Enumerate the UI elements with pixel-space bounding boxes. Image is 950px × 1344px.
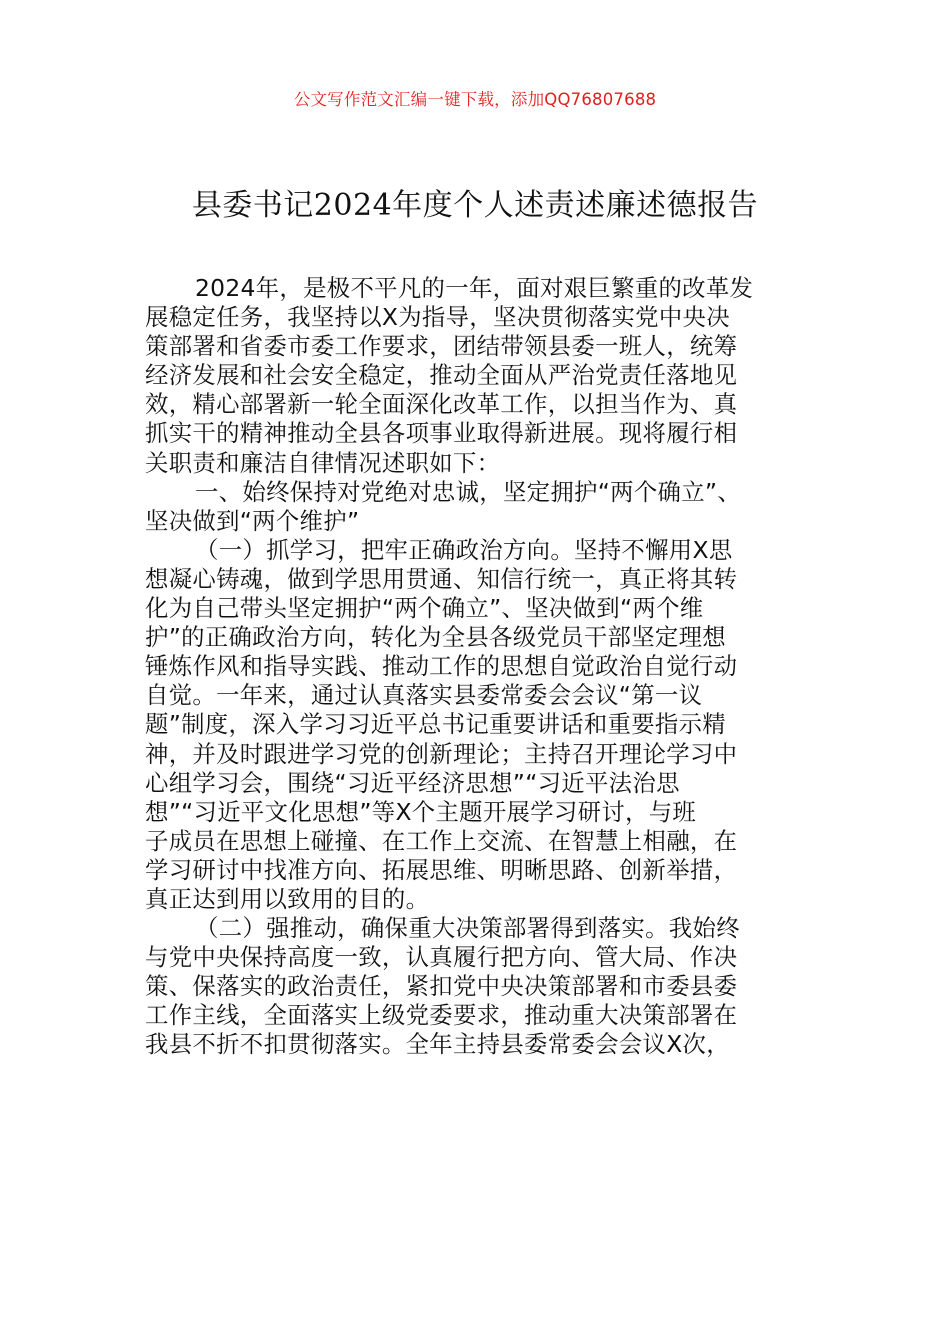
body-line: 与党中央保持高度一致，认真履行把方向、管大局、作决 [145,943,738,972]
body-line: 学习研讨中找准方向、拓展思维、明晰思路、创新举措， [145,855,738,884]
body-line: 我县不折不扣贯彻落实。全年主持县委常委会会议X次， [145,1030,730,1059]
body-line: 子成员在思想上碰撞、在工作上交流、在智慧上相融，在 [145,826,738,855]
body-line: 自觉。一年来，通过认真落实县委常委会会议“第一议 [145,681,703,710]
document-title: 县委书记2024年度个人述责述廉述德报告 [191,188,759,223]
body-line: 2024年，是极不平凡的一年，面对艰巨繁重的改革发 [195,274,754,302]
body-line: 真正达到用以致用的目的。 [145,884,430,913]
document-body [145,274,810,1060]
body-line: 想凝心铸魂，做到学思用贯通、知信行统一，真正将其转 [145,564,738,593]
body-line: 想”“习近平文化思想”等X个主题开展学习研讨，与班 [145,797,697,826]
download-promo-note: 公文写作范文汇编一键下载，添加QQ76807688 [293,90,657,109]
body-line: 策部署和省委市委工作要求，团结带领县委一班人，统筹 [145,332,738,361]
body-line: 坚决做到“两个维护” [145,506,360,535]
body-line: 抓实干的精神推动全县各项事业取得新进展。现将履行相 [145,419,738,448]
body-line: （一）抓学习，把牢正确政治方向。坚持不懈用X思 [195,535,733,564]
body-line: 神，并及时跟进学习党的创新理论；主持召开理论学习中 [145,739,738,768]
body-line: （二）强推动，确保重大决策部署得到落实。我始终 [195,914,740,943]
body-line: 一、始终保持对党绝对忠诚，坚定拥护“两个确立”、 [195,477,742,506]
body-line: 关职责和廉洁自律情况述职如下： [145,448,501,477]
body-line: 经济发展和社会安全稳定，推动全面从严治党责任落地见 [145,361,738,390]
body-line: 护”的正确政治方向，转化为全县各级党员干部坚定理想 [145,623,726,652]
body-line: 工作主线，全面落实上级党委要求，推动重大决策部署在 [145,1001,738,1030]
body-line: 展稳定任务，我坚持以X为指导，坚决贯彻落实党中央决 [145,303,730,332]
body-line: 锤炼作风和指导实践、推动工作的思想自觉政治自觉行动 [145,652,738,681]
body-line: 化为自己带头坚定拥护“两个确立”、坚决做到“两个维 [145,594,704,623]
body-line: 策、保落实的政治责任，紧扣党中央决策部署和市委县委 [145,972,738,1001]
body-line: 题”制度，深入学习习近平总书记重要讲话和重要指示精 [145,710,726,739]
body-line: 效，精心部署新一轮全面深化改革工作，以担当作为、真 [145,390,738,419]
body-line: 心组学习会，围绕“习近平经济思想”“习近平法治思 [145,768,680,797]
